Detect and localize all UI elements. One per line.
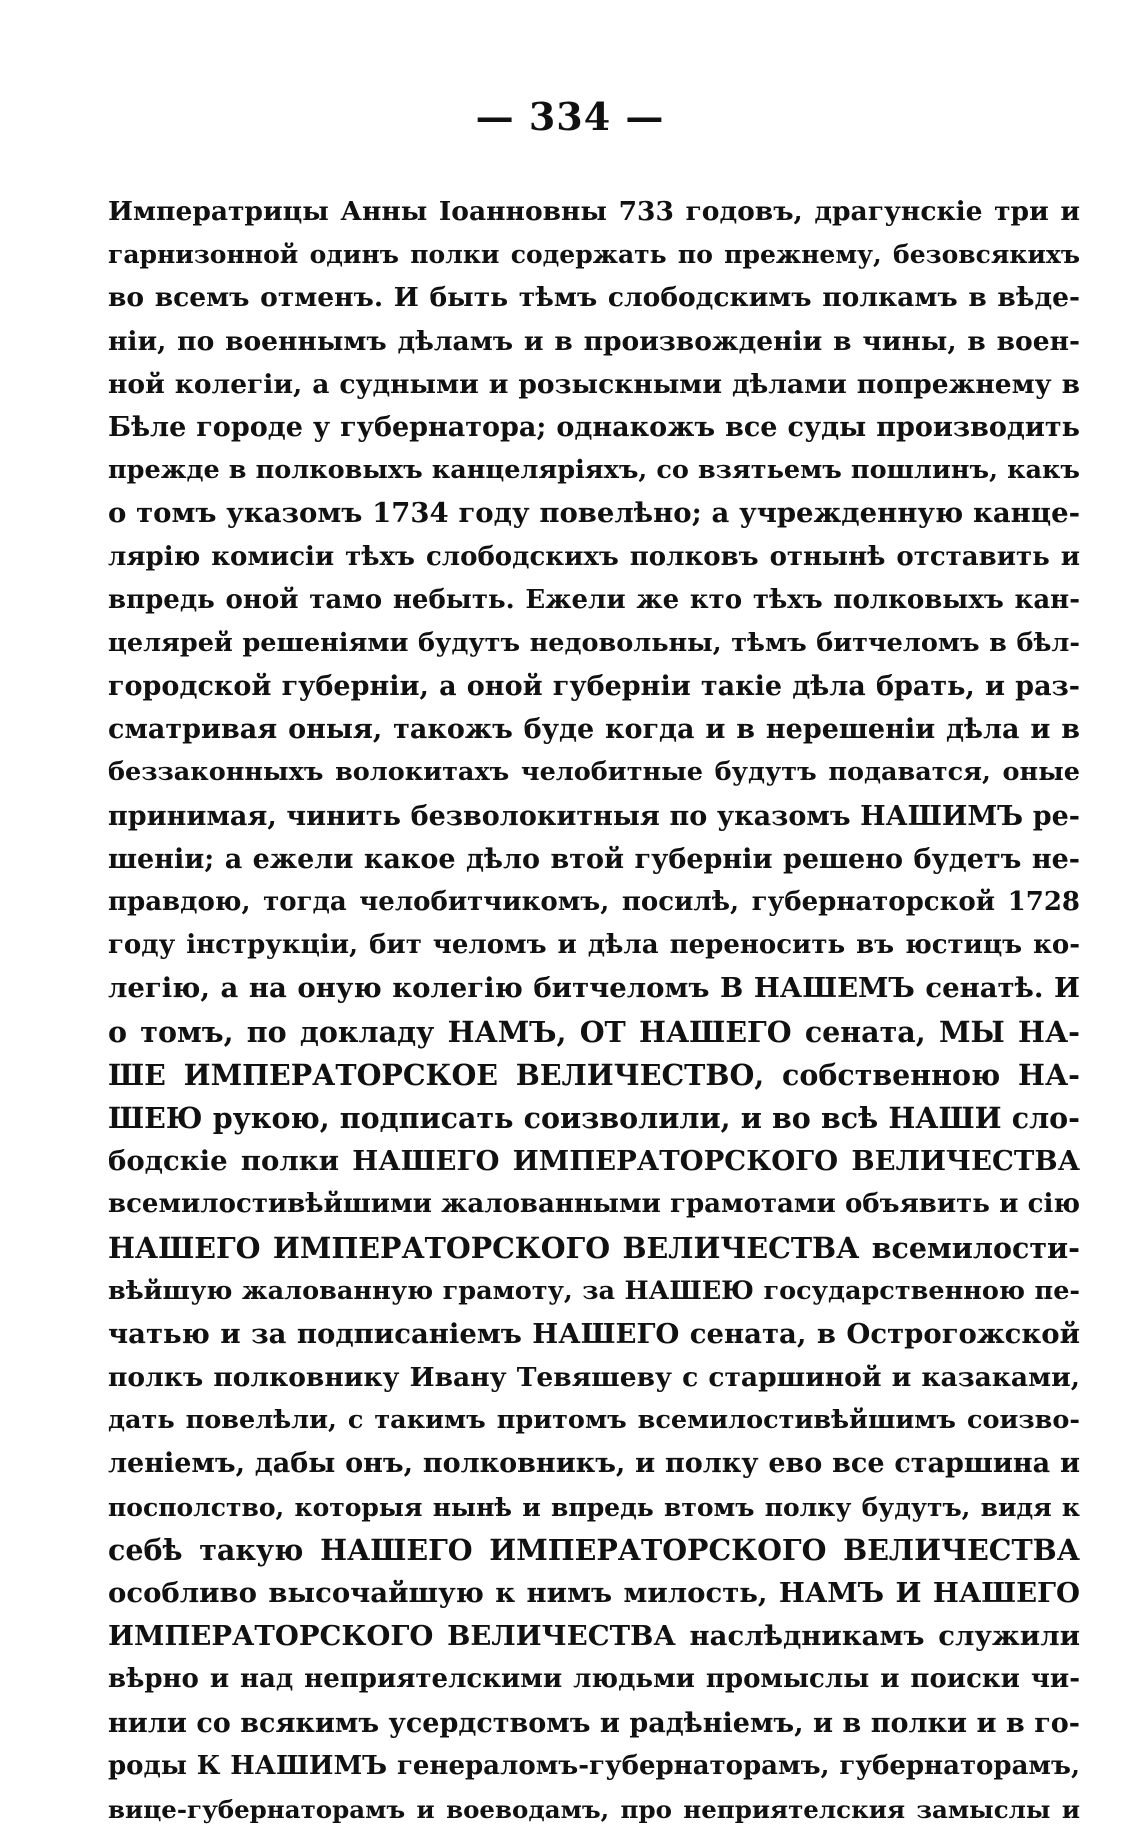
- text-line: вице-губернаторамъ и воеводамъ, про неприятелския замыслы и: [108, 1794, 1080, 1824]
- text-line: лярію комисіи тѣхъ слободскихъ полковъ отнынѣ отставить и: [108, 541, 1080, 572]
- text-line: году інструкціи, бит челомъ и дѣла переносить въ юстицъ ко-: [108, 930, 1080, 961]
- text-line: себѣ такую НАШЕГО ИМПЕРАТОРСКОГО ВЕЛИЧЕСТВА: [108, 1532, 1080, 1567]
- text-line: вѣрно и над неприятелскими людьми промыслы и поиски чи-: [108, 1664, 1080, 1695]
- text-line: роды К НАШИМЪ генераломъ-губернаторамъ, губернаторамъ,: [108, 1750, 1080, 1781]
- text-line: НАШЕГО ИМПЕРАТОРСКОГО ВЕЛИЧЕСТВА всемилости-: [108, 1230, 1080, 1265]
- text-line: ніи, по военнымъ дѣламъ и в произвожденіи в чины, в воен-: [108, 325, 1080, 357]
- text-line: Императрицы Анны Іоанновны 733 годовъ, драгунскіе три и: [108, 196, 1080, 227]
- text-line: ной колегіи, а судными и розыскными дѣлами попрежнему в: [108, 368, 1080, 400]
- text-line: ШЕ ИМПЕРАТОРСКОЕ ВЕЛИЧЕСТВО, собственною НА-: [108, 1057, 1080, 1092]
- text-line: правдою, тогда челобитчикомъ, посилѣ, губернаторской 1728: [108, 887, 1080, 917]
- text-line: о томъ указомъ 1734 году повелѣно; а учрежденную канце-: [108, 497, 1080, 530]
- text-line: о томъ, по докладу НАМЪ, ОТ НАШЕГО сената, МЫ НА-: [108, 1014, 1080, 1049]
- text-line: впредь оной тамо небыть. Ежели же кто тѣхъ полковыхъ кан-: [108, 584, 1080, 615]
- text-line: вѣйшую жалованную грамоту, за НАШЕЮ государственною пе-: [108, 1275, 1080, 1306]
- text-line: нили со всякимъ усердствомъ и радѣніемъ, и в полки и в го-: [108, 1707, 1080, 1739]
- text-line: дать повелѣли, с такимъ притомъ всемилостивѣйшимъ соизво-: [108, 1405, 1080, 1436]
- text-line: посполство, которыя нынѣ и впредь втомъ полку будутъ, видя к: [108, 1492, 1080, 1522]
- text-line: всемилостивѣйшими жалованными грамотами объявить и сію: [108, 1189, 1080, 1220]
- text-line: прежде в полковыхъ канцеляріяхъ, со взятьемъ пошлинъ, какъ: [108, 455, 1080, 486]
- text-line: полкъ полковнику Ивану Тевяшеву с старшиной и казаками,: [108, 1362, 1080, 1394]
- text-line: беззаконныхъ волокитахъ челобитные будутъ подаватся, оные: [108, 757, 1080, 788]
- text-line: целярей решеніями будутъ недовольны, тѣмъ битчеломъ в бѣл-: [108, 627, 1080, 658]
- text-line: шеніи; а ежели какое дѣло втой губерніи решено будетъ не-: [108, 843, 1080, 875]
- text-line: леніемъ, дабы онъ, полковникъ, и полку ево все старшина и: [108, 1448, 1080, 1480]
- text-line: во всемъ отменъ. И быть тѣмъ слободскимъ полкамъ в вѣде-: [108, 282, 1080, 314]
- body-text: [108, 190, 1080, 1831]
- text-line: сматривая оныя, такожъ буде когда и в нерешеніи дѣла и в: [108, 714, 1080, 746]
- text-line: гарнизонной одинъ полки содержать по прежнему, безовсякихъ: [108, 240, 1080, 270]
- text-line: легію, а на оную колегію битчеломъ В НАШЕМЪ сенатѣ. И: [108, 972, 1080, 1005]
- text-line: чатью и за подписаніемъ НАШЕГО сената, в Острогожской: [108, 1317, 1080, 1350]
- text-line: Бѣле городе у губернатора; однакожъ все суды производить: [108, 411, 1080, 443]
- text-line: городской губерніи, а оной губерніи такіе дѣла брать, и раз-: [108, 671, 1080, 703]
- text-line: ШЕЮ рукою, подписать соизволили, и во всѣ НАШИ сло-: [108, 1100, 1080, 1135]
- text-line: ИМПЕРАТОРСКОГО ВЕЛИЧЕСТВА наслѣдникамъ служили: [108, 1620, 1080, 1653]
- page-number: — 334 —: [475, 94, 665, 139]
- text-line: бодскіе полки НАШЕГО ИМПЕРАТОРСКОГО ВЕЛИЧЕСТВА: [108, 1145, 1080, 1178]
- text-line: принимая, чинить безволокитныя по указомъ НАШИМЪ ре-: [108, 800, 1080, 832]
- text-line: особливо высочайшую к нимъ милость, НАМЪ И НАШЕГО: [108, 1577, 1080, 1609]
